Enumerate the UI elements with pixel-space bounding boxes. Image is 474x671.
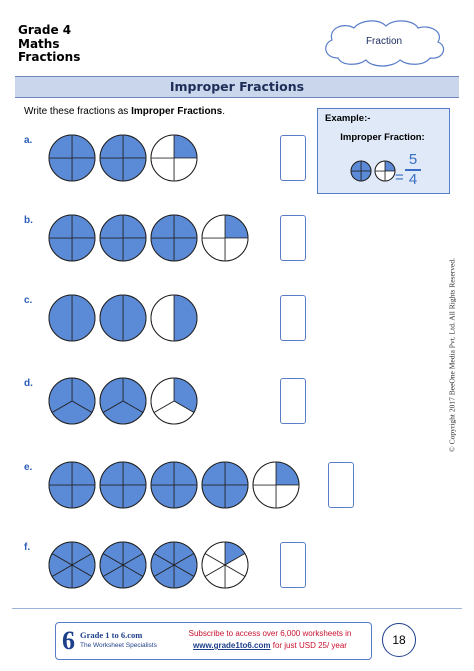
shaded-slice — [123, 295, 146, 341]
instruction-prefix: Write these fractions as — [24, 106, 132, 117]
shaded-slice — [100, 295, 123, 341]
fraction-circle — [99, 461, 147, 509]
fraction-circle — [201, 214, 249, 262]
question-label: c. — [24, 295, 33, 306]
instruction-text — [24, 106, 225, 117]
logo-tagline: The Worksheet Specialists — [80, 642, 157, 649]
fraction-circle — [48, 377, 96, 425]
page-number: 18 — [382, 623, 416, 657]
example-denominator: 4 — [408, 170, 418, 188]
fraction-circle — [201, 541, 249, 589]
shaded-slice — [49, 295, 72, 341]
shaded-slice — [174, 295, 197, 341]
cloud-label: Fraction — [365, 36, 403, 47]
answer-box[interactable] — [280, 215, 306, 261]
copyright-text: © Copyright 2017 BeeOne Media Pvt. Ltd. All Rights Reserved. — [447, 257, 457, 453]
fraction-circle — [99, 214, 147, 262]
fraction-circle — [150, 134, 198, 182]
fraction-circle — [48, 134, 96, 182]
topic-label: Fractions — [18, 50, 81, 64]
subscribe-line-1: Subscribe to access over 6,000 worksheets in — [188, 629, 352, 638]
fraction-circle — [201, 461, 249, 509]
footer-divider — [12, 608, 462, 609]
fraction-circle — [99, 377, 147, 425]
example-title: Example:- — [325, 113, 371, 124]
fraction-circle — [48, 214, 96, 262]
instruction-bold: Improper Fractions — [131, 106, 223, 117]
fraction-circle — [150, 294, 198, 342]
shaded-slice — [72, 295, 95, 341]
logo-site[interactable]: Grade 1 to 6.com — [80, 630, 143, 640]
fraction-circle — [150, 461, 198, 509]
fraction-circle — [99, 541, 147, 589]
grade-label: Grade 4 — [18, 23, 72, 37]
subscribe-link[interactable]: www.grade1to6.com — [193, 641, 271, 650]
example-numerator: 5 — [408, 151, 418, 168]
question-label: d. — [24, 378, 33, 389]
instruction-suffix: . — [222, 106, 226, 117]
logo-icon: 6 — [62, 626, 75, 655]
subscribe-line-2 — [170, 641, 370, 650]
empty-slice — [151, 295, 174, 341]
question-label: f. — [24, 542, 31, 553]
example-fraction-circle — [374, 160, 396, 182]
fraction-circle — [150, 214, 198, 262]
example-fraction — [405, 152, 421, 188]
fraction-circle — [99, 134, 147, 182]
fraction-circle — [252, 461, 300, 509]
question-label: e. — [24, 462, 33, 473]
answer-box[interactable] — [280, 135, 306, 181]
fraction-circle — [48, 294, 96, 342]
answer-box[interactable] — [280, 378, 306, 424]
question-label: a. — [24, 135, 33, 146]
page-title: Improper Fractions — [15, 76, 459, 98]
fraction-circle — [48, 541, 96, 589]
fraction-circle — [99, 294, 147, 342]
answer-box[interactable] — [280, 542, 306, 588]
fraction-circle — [150, 541, 198, 589]
answer-box[interactable] — [280, 295, 306, 341]
answer-box[interactable] — [328, 462, 354, 508]
example-fraction-circle — [350, 160, 372, 182]
example-circles — [350, 160, 398, 180]
fraction-circle — [48, 461, 96, 509]
example-equals: = — [395, 169, 404, 186]
subscribe-price: for just USD 25/ year — [270, 641, 347, 650]
fraction-circle — [150, 377, 198, 425]
subject-label: Maths — [18, 37, 60, 51]
question-label: b. — [24, 215, 33, 226]
example-subtitle: Improper Fraction: — [340, 132, 425, 143]
